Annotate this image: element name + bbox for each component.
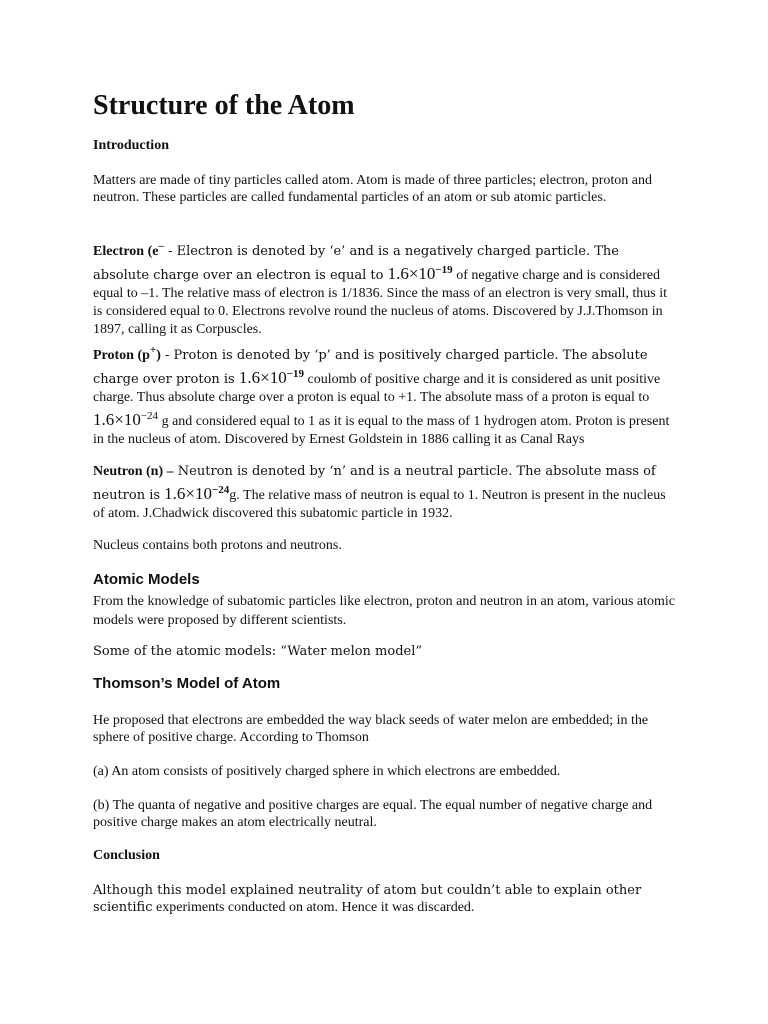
proton-charge-exponent: −19: [286, 368, 304, 380]
proton-mid: coulomb of positive charge and it is considered as unit positive charge. Thus absolute charge over a proton is equal to +1. The absolute mass of a proton is equal to: [93, 372, 661, 405]
nucleus-paragraph: Nucleus contains both protons and neutrons.: [93, 538, 342, 553]
atomic-models-list: Some of the atomic models: “Water melon model”: [93, 644, 423, 659]
conclusion-text-rest: experiments conducted on atom. Hence it was discarded.: [152, 900, 475, 915]
electron-charge-exponent: −19: [435, 264, 453, 276]
neutron-term: Neutron (n) –: [93, 464, 174, 479]
page-title: Structure of the Atom: [93, 90, 355, 121]
thomson-point-a: (a) An atom consists of positively charged sphere in which electrons are embedded.: [93, 764, 561, 779]
thomson-point-b: (b) The quanta of negative and positive charges are equal. The equal number of negative charge and positive charge makes an atom electrically neutral.: [93, 798, 653, 830]
proton-charge-value: 1.6×10: [238, 368, 287, 387]
intro-heading: Introduction: [93, 138, 169, 153]
proton-mass-value: 1.6×10: [93, 410, 141, 429]
proton-lead: - Proton is denoted by ‘p’ and is positively charged particle. The absolute charge over proton is: [93, 348, 648, 387]
electron-term: Electron (e–: [93, 240, 164, 259]
thomson-paragraph: He proposed that electrons are embedded the way black seeds of water melon are embedded; in the sphere of positive charge. According to Thomson: [93, 713, 649, 745]
intro-paragraph: Matters are made of tiny particles called atom. Atom is made of three particles; electron, proton and neutron. These particles are called fundamental particles of an atom or sub atomic particles.: [93, 173, 653, 205]
proton-paragraph: [93, 341, 678, 449]
electron-rest: of negative charge and is considered equal to –1. The relative mass of electron is 1/1836. Since the mass of an electron is very small, thus it is considered equal to 0. Electrons revolve round the nucleus of atoms. Discovered by J.J.Thomson in 1897, calling it as Corpuscles.: [93, 268, 667, 337]
atomic-models-heading: Atomic Models: [93, 571, 200, 588]
neutron-paragraph: [93, 463, 678, 523]
thomson-heading: Thomson’s Model of Atom: [93, 675, 281, 692]
proton-rest: g and considered equal to 1 as it is equal to the mass of 1 hydrogen atom. Proton is present in the nucleus of atom. Discovered by Ernest Goldstein in 1886 calling it as Canal Rays: [93, 414, 670, 447]
conclusion-paragraph: [93, 882, 678, 916]
neutron-rest: g. The relative mass of neutron is equal to 1. Neutron is present in the nucleus of atom. J.Chadwick discovered this subatomic particle in 1932.: [93, 488, 666, 521]
electron-charge-value: 1.6×10: [387, 264, 436, 283]
neutron-mass-exponent: −24: [212, 484, 230, 496]
neutron-lead: Neutron is denoted by ‘n’ and is a neutral particle. The absolute mass of neutron is: [93, 464, 656, 503]
conclusion-heading: Conclusion: [93, 848, 160, 863]
electron-lead: - Electron is denoted by ‘e’ and is a negatively charged particle. The absolute charge over an electron is equal to: [93, 244, 619, 283]
proton-term: Proton (p+): [93, 344, 161, 363]
proton-mass-exponent: −24: [140, 410, 159, 422]
electron-paragraph: [93, 237, 678, 339]
conclusion-text-lead: Although this model explained neutrality of atom but couldn’t able to explain other scientific: [93, 883, 642, 915]
neutron-mass-value: 1.6×10: [164, 484, 213, 503]
atomic-models-paragraph: From the knowledge of subatomic particles like electron, proton and neutron in an atom, various atomic models were proposed by different scientists.: [93, 594, 676, 628]
